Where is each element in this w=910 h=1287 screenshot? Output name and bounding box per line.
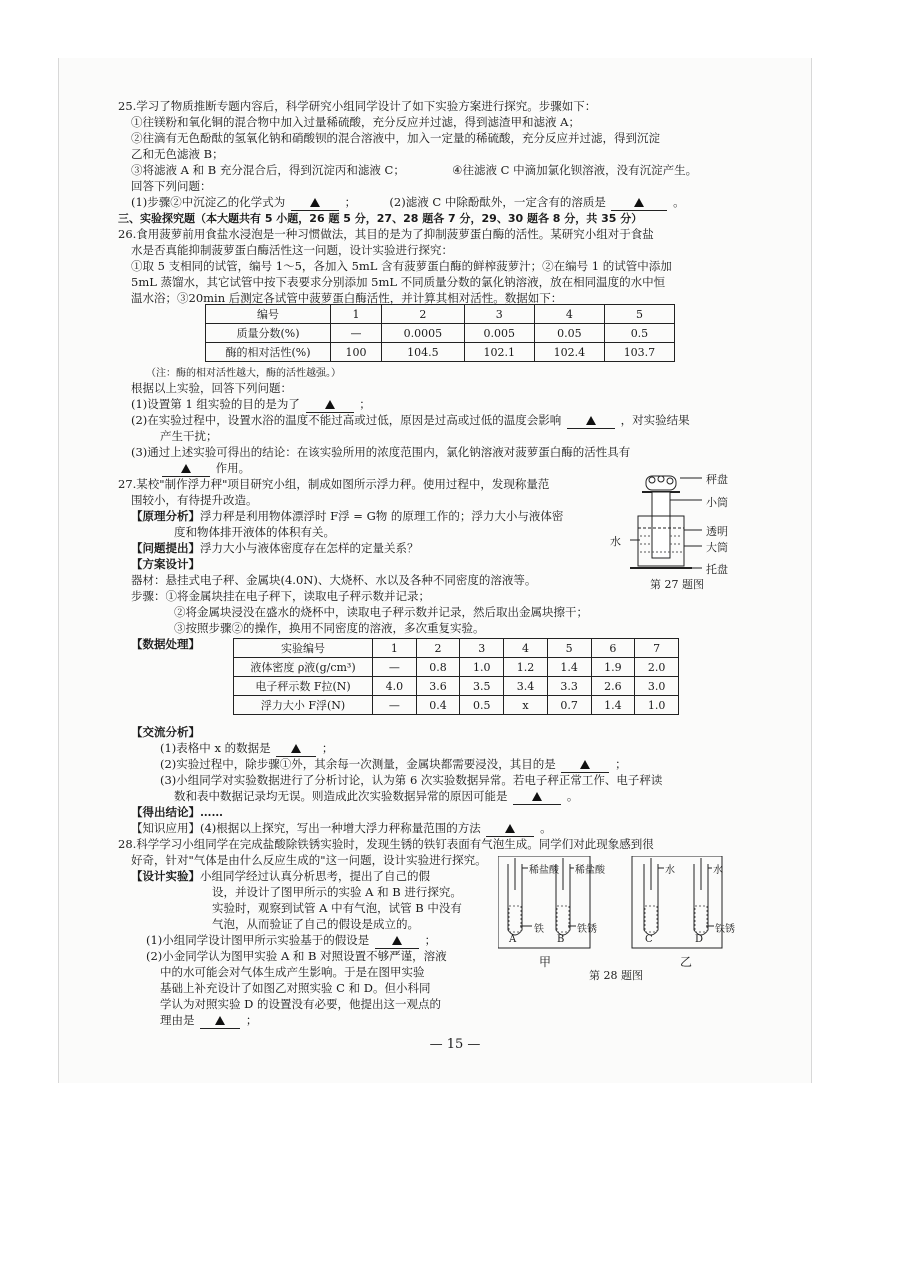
q28-design — [131, 869, 430, 884]
q28-q1-end: ； — [424, 933, 437, 947]
q26-q2-answer-blank[interactable] — [567, 413, 615, 429]
q26-q1-text: (1)设置第 1 组实验的目的是为了 — [131, 397, 300, 411]
table-cell: 1.4 — [547, 658, 591, 677]
q28-label-acid-b: 稀盐酸 — [575, 865, 605, 876]
q25-stem: 25.学习了物质推断专题内容后，科学研究小组同学设计了如下实验方案进行探究。步骤如下： — [118, 99, 597, 113]
q25-step4-text: ④往滤液 C 中滴加氯化钡溶液，没有沉淀产生。 — [452, 163, 698, 177]
table-cell: 104.5 — [381, 343, 464, 362]
q27-data-label: 【数据处理】 — [131, 637, 200, 651]
section-3-heading: 三、实验探究题（本大题共有 5 小题，26 题 5 分，27、28 题各 7 分，29、30 题各 8 分，共 35 分） — [118, 212, 643, 225]
q27-q2-answer-blank[interactable] — [561, 757, 609, 773]
q28-q2-text: 理由是 — [160, 1013, 195, 1027]
q28-q2-end: ； — [245, 1013, 258, 1027]
q27-q4 — [131, 821, 552, 837]
table-row — [234, 696, 679, 715]
q28-design-3: 实验时，观察到试管 A 中有气泡，试管 B 中没有 — [212, 901, 462, 915]
answer-triangle-icon — [586, 416, 596, 425]
q27-q4-answer-blank[interactable] — [486, 821, 534, 837]
q25-q1-answer-blank[interactable] — [291, 195, 339, 211]
q28-label-a: A — [509, 934, 517, 945]
q28-q2-answer-blank[interactable] — [200, 1013, 240, 1029]
table-cell: 6 — [591, 639, 635, 658]
q28-label-iron: 铁 — [534, 924, 544, 935]
table-cell: 0.5 — [604, 324, 674, 343]
q27-label-clear: 透明 — [706, 525, 728, 538]
q27-materials: 器材：悬挂式电子秤、金属块(4.0N)、大烧杯、水以及各种不同密度的溶液等。 — [131, 573, 537, 587]
q28-q2-cont-1: 中的水可能会对气体生成产生影响。于是在图甲实验 — [160, 965, 425, 979]
table-cell: 0.005 — [464, 324, 534, 343]
q25-q2-answer-blank[interactable] — [611, 195, 667, 211]
table-cell: — — [373, 658, 417, 677]
q26-data-table — [205, 304, 675, 362]
table-cell: 3.0 — [635, 677, 679, 696]
table-row — [206, 343, 675, 362]
table-cell: 3.5 — [460, 677, 504, 696]
table-cell: x — [504, 696, 548, 715]
q27-q1-text: (1)表格中 x 的数据是 — [160, 741, 271, 755]
table-cell: 7 — [635, 639, 679, 658]
table-cell: 102.4 — [534, 343, 604, 362]
answer-triangle-icon — [291, 744, 301, 753]
q26-q1 — [131, 397, 371, 413]
row-label: 酶的相对活性(%) — [206, 343, 331, 362]
q28-q1-text: (1)小组同学设计图甲所示实验基于的假设是 — [146, 933, 370, 947]
table-cell: 0.4 — [416, 696, 460, 715]
q27-q1 — [160, 741, 333, 757]
q26-table-note: （注：酶的相对活性越大，酶的活性越强。） — [146, 368, 341, 379]
q26-procedure-3: 温水浴；③20min 后测定各试管中菠萝蛋白酶活性，并计算其相对活性。数据如下： — [131, 291, 563, 305]
answer-triangle-icon — [634, 198, 644, 207]
q28-stem-cont: 好奇，针对"气体是由什么反应生成的"这一问题，设计实验进行探究。 — [131, 853, 487, 867]
table-cell: 4 — [504, 639, 548, 658]
q27-principle-cont: 度和物体排开液体的体积有关。 — [174, 525, 335, 539]
q28-label-water-c: 水 — [665, 865, 675, 876]
q25-step2-cont: 乙和无色滤液 B； — [131, 147, 224, 161]
table-cell: 0.8 — [416, 658, 460, 677]
table-row — [206, 305, 675, 324]
answer-triangle-icon — [580, 760, 590, 769]
q25-step3 — [131, 163, 697, 178]
q27-question-label: 【问题提出】 — [131, 541, 200, 555]
table-row — [234, 677, 679, 696]
answer-triangle-icon — [310, 198, 320, 207]
q27-q3-cont — [174, 789, 578, 805]
q27-conclusion-label: 【得出结论】…… — [131, 805, 223, 819]
q26-stem-cont: 水是否真能抑制菠萝蛋白酶活性这一问题，设计实验进行探究： — [131, 243, 453, 257]
q27-float-scale-figure — [630, 470, 750, 582]
row-label: 编号 — [206, 305, 331, 324]
q27-q2 — [160, 757, 627, 773]
q28-label-rust-b: 铁锈 — [577, 924, 597, 935]
q28-q1 — [146, 933, 436, 949]
q27-question — [131, 541, 419, 556]
table-cell: 103.7 — [604, 343, 674, 362]
q27-data-table — [233, 638, 679, 715]
q25-step1: ①往镁粉和氧化铜的混合物中加入过量稀硫酸，充分反应并过滤，得到滤渣甲和滤液 A； — [131, 115, 580, 129]
table-cell: 2.0 — [635, 658, 679, 677]
q25-q1-text: (1)步骤②中沉淀乙的化学式为 — [131, 195, 286, 209]
row-label: 质量分数(%) — [206, 324, 331, 343]
q25-q2-text: (2)滤液 C 中除酚酞外，一定含有的溶质是 — [389, 195, 606, 209]
table-cell: — — [373, 696, 417, 715]
q27-q4-text: 【知识应用】(4)根据以上探究，写出一种增大浮力秤称量范围的方法 — [131, 821, 481, 835]
q27-q2-end: ； — [615, 757, 627, 771]
q28-design-4: 气泡，从而验证了自己的假设是成立的。 — [212, 917, 419, 931]
answer-triangle-icon — [325, 400, 335, 409]
q26-procedure-1: ①取 5 支相同的试管，编号 1～5，各加入 5mL 含有菠萝蛋白酶的鲜榨菠萝汁；②在编号 1 的试管中添加 — [131, 259, 672, 273]
table-cell: 102.1 — [464, 343, 534, 362]
q26-q2-text: (2)在实验过程中，设置水浴的温度不能过高或过低，原因是过高或过低的温度会影响 — [131, 413, 562, 427]
table-cell: — — [331, 324, 382, 343]
q27-step-2: ②将金属块浸没在盛水的烧杯中，读取电子秤示数并记录，然后取出金属块擦干； — [174, 605, 588, 619]
q28-label-jia: 甲 — [539, 955, 552, 969]
table-cell: 1.9 — [591, 658, 635, 677]
q26-q3-answer-blank[interactable] — [162, 461, 210, 477]
q26-q1-answer-blank[interactable] — [306, 397, 354, 413]
q26-q2-cont: 产生干扰； — [160, 429, 218, 443]
row-label: 实验编号 — [234, 639, 373, 658]
table-cell: 100 — [331, 343, 382, 362]
q26-q3-end: 作用。 — [215, 461, 251, 475]
q27-question-text: 浮力大小与液体密度存在怎样的定量关系？ — [200, 541, 419, 555]
q27-stem-cont: 围较小，有待提升改造。 — [131, 493, 258, 507]
table-cell: 3 — [464, 305, 534, 324]
q28-label-yi: 乙 — [680, 955, 693, 969]
answer-triangle-icon — [505, 824, 515, 833]
q27-label-water: 水 — [610, 535, 621, 548]
q27-label-tray: 托盘 — [706, 563, 728, 576]
q28-stem: 28.科学学习小组同学在完成盐酸除铁锈实验时，发现生锈的铁钉表面有气泡生成。同学们对此现象感到很 — [118, 837, 654, 851]
q28-label-c: C — [645, 934, 653, 945]
table-row — [234, 639, 679, 658]
table-cell: 5 — [547, 639, 591, 658]
table-cell: 1.0 — [460, 658, 504, 677]
q28-q2-cont-4 — [160, 1013, 257, 1029]
table-cell: 0.05 — [534, 324, 604, 343]
table-cell: 1.0 — [635, 696, 679, 715]
q27-label-small-tube: 小筒 — [706, 496, 728, 509]
table-cell: 4 — [534, 305, 604, 324]
q28-label-water-d: 水 — [713, 865, 723, 876]
q27-step-3: ③按照步骤②的操作，换用不同密度的溶液，多次重复实验。 — [174, 621, 485, 635]
table-cell: 1.4 — [591, 696, 635, 715]
q26-procedure-2: 5mL 蒸馏水，其它试管中按下表要求分别添加 5mL 不同质量分数的氯化钠溶液，放在相同温度的水中恒 — [131, 275, 666, 289]
q27-principle-text: 浮力秤是利用物体漂浮时 F浮 = G物 的原理工作的；浮力大小与液体密 — [200, 509, 564, 523]
table-cell: 2 — [416, 639, 460, 658]
q27-q3: (3)小组同学对实验数据进行了分析讨论，认为第 6 次实验数据异常。若电子秤正常工作、电子秤读 — [160, 773, 663, 787]
q28-design-text: 小组同学经过认真分析思考，提出了自己的假 — [200, 869, 430, 883]
answer-triangle-icon — [215, 1016, 225, 1025]
table-cell: 0.5 — [460, 696, 504, 715]
q28-label-d: D — [695, 934, 704, 945]
q28-figure-caption: 第 28 题图 — [589, 969, 643, 982]
q25-questions — [131, 195, 685, 211]
q27-principle-label: 【原理分析】 — [131, 509, 200, 523]
row-label: 液体密度 ρ液(g/cm³) — [234, 658, 373, 677]
q27-q3-answer-blank[interactable] — [513, 789, 561, 805]
q26-q3-cont — [160, 461, 250, 477]
q27-q2-text: (2)实验过程中，除步骤①外，其余每一次测量，金属块都需要浸没，其目的是 — [160, 757, 556, 771]
q28-q1-answer-blank[interactable] — [375, 933, 419, 949]
q25-step2: ②往滴有无色酚酞的氢氧化钠和硝酸钡的混合溶液中，加入一定量的稀硫酸，充分反应并过滤，得到沉淀 — [131, 131, 660, 145]
table-cell: 3.4 — [504, 677, 548, 696]
row-label: 浮力大小 F浮(N) — [234, 696, 373, 715]
answer-triangle-icon — [532, 792, 542, 801]
table-cell: 1 — [331, 305, 382, 324]
table-cell: 0.7 — [547, 696, 591, 715]
q27-q3-text: 数和表中数据记录均无误。则造成此次实验数据异常的原因可能是 — [174, 789, 508, 803]
q26-q2 — [131, 413, 690, 429]
table-row — [234, 658, 679, 677]
table-cell: 2 — [381, 305, 464, 324]
row-label: 电子秤示数 F拉(N) — [234, 677, 373, 696]
q27-label-big-tube: 大筒 — [706, 541, 728, 554]
answer-triangle-icon — [392, 936, 402, 945]
table-row — [206, 324, 675, 343]
q28-design-label: 【设计实验】 — [131, 869, 200, 883]
q25-q1-end: ； — [344, 195, 357, 209]
q27-q1-answer-blank[interactable] — [276, 741, 316, 757]
q27-figure-caption: 第 27 题图 — [650, 578, 704, 591]
q26-q3: (3)通过上述实验可得出的结论：在该实验所用的浓度范围内，氯化钠溶液对菠萝蛋白酶的活性具有 — [131, 445, 631, 459]
answer-triangle-icon — [181, 464, 191, 473]
q27-step-1: 步骤：①将金属块挂在电子秤下，读取电子秤示数并记录； — [131, 589, 430, 603]
q27-design-label: 【方案设计】 — [131, 557, 200, 571]
q27-q3-end: 。 — [566, 789, 579, 803]
q26-prompt: 根据以上实验，回答下列问题： — [131, 381, 292, 395]
q27-label-pan: 秤盘 — [706, 473, 728, 486]
q27-principle — [131, 509, 563, 524]
q26-q2-text-cont: ，对实验结果 — [620, 413, 690, 427]
table-cell: 1.2 — [504, 658, 548, 677]
table-cell: 1 — [373, 639, 417, 658]
page-number: — 15 — — [429, 1037, 481, 1052]
table-cell: 2.6 — [591, 677, 635, 696]
q25-step3-text: ③将滤液 A 和 B 充分混合后，得到沉淀丙和滤液 C； — [131, 163, 405, 177]
q28-label-rust-d: 铁锈 — [715, 924, 735, 935]
q26-stem: 26.食用菠萝前用食盐水浸泡是一种习惯做法，其目的是为了抑制菠萝蛋白酶的活性。某研究小组对于食盐 — [118, 227, 654, 241]
q27-stem: 27.某校"制作浮力秤"项目研究小组，制成如图所示浮力秤。使用过程中，发现称量范 — [118, 477, 550, 491]
q28-q2: (2)小金同学认为图甲实验 A 和 B 对照设置不够严谨，溶液 — [146, 949, 447, 963]
q28-q2-cont-3: 学认为对照实验 D 的设置没有必要，他提出这一观点的 — [160, 997, 442, 1011]
q26-q1-end: ； — [359, 397, 371, 411]
q25-q2-end: 。 — [673, 195, 685, 209]
q27-discussion-label: 【交流分析】 — [131, 725, 200, 739]
table-cell: 4.0 — [373, 677, 417, 696]
table-cell: 0.0005 — [381, 324, 464, 343]
q25-prompt: 回答下列问题： — [131, 179, 212, 193]
q28-label-b: B — [557, 934, 565, 945]
q28-q2-cont-2: 基础上补充设计了如图乙对照实验 C 和 D。但小科同 — [160, 981, 431, 995]
table-cell: 3.6 — [416, 677, 460, 696]
table-cell: 3.3 — [547, 677, 591, 696]
q27-q1-end: ； — [321, 741, 334, 755]
q28-design-2: 设，并设计了图甲所示的实验 A 和 B 进行探究。 — [212, 885, 462, 899]
q28-label-acid-a: 稀盐酸 — [529, 865, 559, 876]
table-cell: 3 — [460, 639, 504, 658]
table-cell: 5 — [604, 305, 674, 324]
q27-q4-end: 。 — [540, 821, 552, 835]
